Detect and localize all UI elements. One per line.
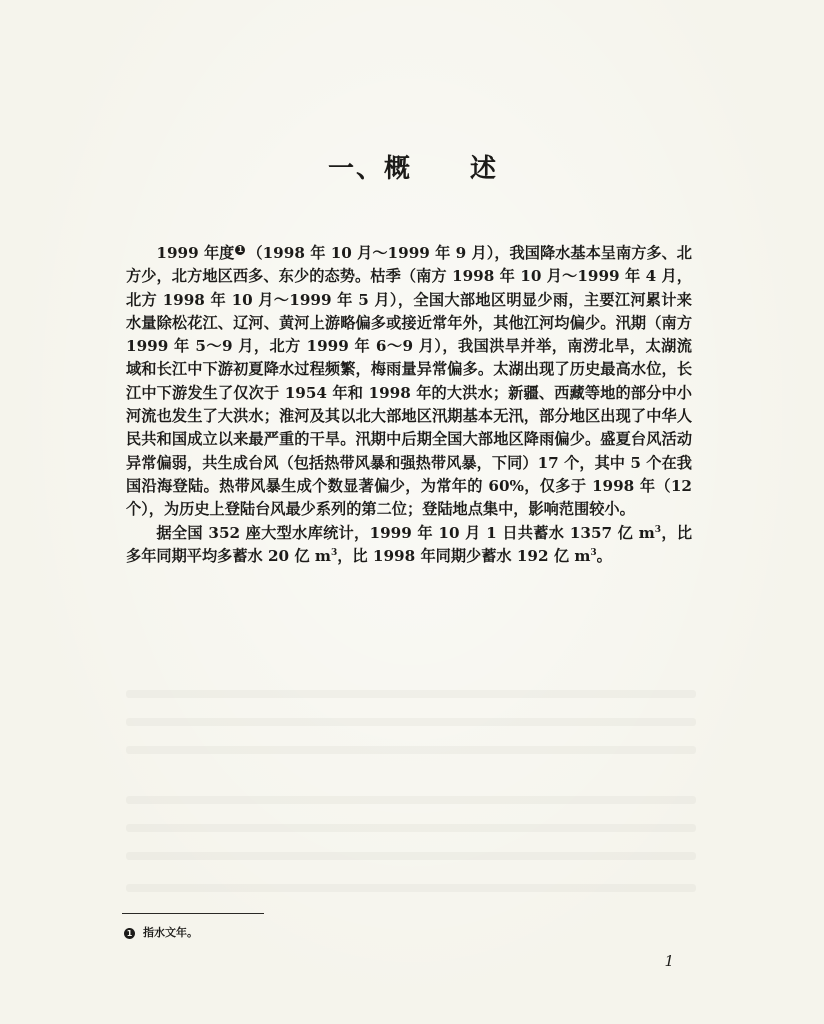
paragraph-overview bbox=[126, 242, 692, 522]
paragraph-reservoir-part: ，比多年同期平均多蓄水 20 亿 m bbox=[126, 523, 693, 565]
chapter-title bbox=[0, 148, 824, 185]
paragraph-reservoir-part: 据全国 352 座大型水库统计，1999 年 10 月 1 日共蓄水 1357 亿 m bbox=[156, 523, 655, 542]
footnote-reference-marker[interactable]: 1 bbox=[235, 245, 245, 255]
superscript-unit: 3 bbox=[590, 547, 597, 558]
chapter-title-suffix: 述 bbox=[470, 154, 497, 184]
paragraph-reservoir bbox=[126, 522, 692, 569]
footnote-text: 指水文年。 bbox=[143, 926, 198, 939]
paragraph-reservoir-part: 。 bbox=[596, 546, 612, 565]
footnote bbox=[124, 924, 198, 940]
footnote-divider bbox=[122, 913, 264, 914]
bleed-through-line bbox=[126, 796, 696, 804]
bleed-through-line bbox=[126, 718, 696, 726]
paragraph-overview-body: （1998 年 10 月～1999 年 9 月），我国降水基本呈南方多、北方少，北方地区西多、东少的态势。枯季（南方 1998 年 10 月～1999 年 4 月，北方 1998 年 10 月～1999 年 5 月），全国大部地区明显少雨，主要江河累计来水量除松花江、辽河、黄河上游略偏多或接近常年外，其他江河均偏少。汛期（南方 1999 年 5～9 月，北方 1999 年 6～9 月），我国洪旱并举，南涝北旱，太湖流域和长江中下游初夏降水过程频繁，梅雨量异常偏多。太湖出现了历史最高水位，长江中下游发生了仅次于 1954 年和 1998 年的大洪水；新疆、西藏等地的部分中小河流也发生了大洪水；淮河及其以北大部地区汛期基本无汛，部分地区出现了中华人民共和国成立以来最严重的干旱。汛期中后期全国大部地区降雨偏少。盛夏台风活动异常偏弱，共生成台风（包括热带风暴和强热带风暴，下同）17 个，其中 5 个在我国沿海登陆。热带风暴生成个数显著偏少，为常年的 60%，仅多于 1998 年（12 个），为历史上登陆台风最少系列的第二位；登陆地点集中，影响范围较小。 bbox=[126, 244, 692, 519]
bleed-through-line bbox=[126, 824, 696, 832]
page-number: 1 bbox=[664, 952, 674, 970]
chapter-title-prefix: 一、概 bbox=[327, 154, 412, 184]
bleed-through-line bbox=[126, 852, 696, 860]
superscript-unit: 3 bbox=[330, 547, 338, 558]
bleed-through-line bbox=[126, 884, 696, 892]
body-text bbox=[126, 242, 692, 568]
paragraph-reservoir-part: ，比 1998 年同期少蓄水 192 亿 m bbox=[337, 546, 591, 565]
bleed-through-line bbox=[126, 690, 696, 698]
bleed-through-line bbox=[126, 746, 696, 754]
superscript-unit: 3 bbox=[654, 524, 662, 535]
footnote-marker: 1 bbox=[124, 928, 135, 939]
paragraph-overview-lead: 1999 年度 bbox=[156, 244, 235, 262]
